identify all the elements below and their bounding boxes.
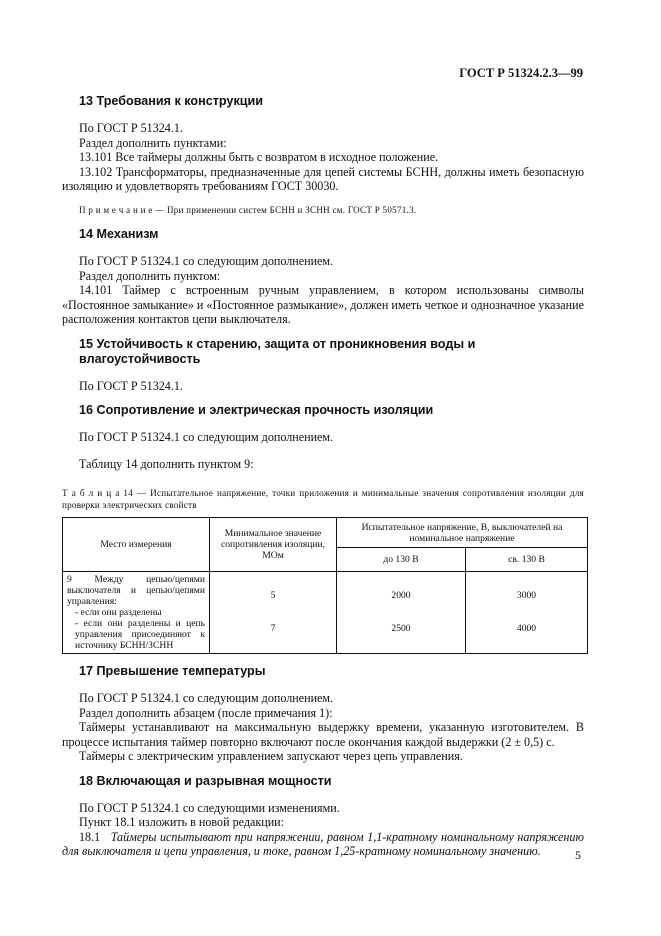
- section-15-title: 15 Устойчивость к старению, защита от проникновения воды и влагоустойчивость: [79, 336, 476, 366]
- cell-min-values: [210, 572, 337, 654]
- section-17-title: 17 Превышение температуры: [79, 664, 266, 678]
- s18-para-1: По ГОСТ Р 51324.1 со следующими изменениями.: [79, 800, 340, 815]
- cell-b-v2: 4000: [516, 622, 537, 634]
- section-13-title: 13 Требования к конструкции: [79, 94, 263, 108]
- s16-para-2: Таблицу 14 дополнить пунктом 9:: [79, 456, 254, 471]
- s18-para-2: Пункт 18.1 изложить в новой редакции:: [79, 815, 284, 829]
- s17-para-4: Таймеры с электрическим управлением запускают через цепь управления.: [79, 749, 463, 763]
- cell-a-v1: 2000: [391, 589, 411, 601]
- th-over-130: св. 130 В: [466, 548, 588, 572]
- s14-para-3: 14.101 Таймер с встроенным ручным управлением, в котором использованы символы «Постоянное замыкание» и «Постоянное размыкание», должен иметь четкое и однозначное указание расположения контактов цепи выключателя.: [62, 283, 584, 326]
- s17-para-2: Раздел дополнить абзацем (после примечания 1):: [79, 705, 333, 720]
- s18-para-3: [62, 830, 584, 859]
- s15-para-1: По ГОСТ Р 51324.1.: [79, 378, 183, 393]
- s17-para-1: По ГОСТ Р 51324.1 со следующим дополнением.: [79, 691, 334, 705]
- s14-para-2: Раздел дополнить пунктом:: [79, 268, 221, 283]
- s13-para-4: 13.102 Трансформаторы, предназначенные для цепей системы БСНН, должны иметь безопасную изоляцию и удовлетворять требованиям ГОСТ 30030.: [62, 164, 584, 193]
- s16-para-1: По ГОСТ Р 51324.1 со следующим дополнением.: [79, 430, 334, 444]
- row-9-description: [63, 572, 210, 654]
- s13-para-2: Раздел дополнить пунктами:: [79, 135, 227, 150]
- row-9-b-text: - если они разделены и цепь управления присоединяют к источнику БСНН/ЗСНН: [75, 618, 205, 651]
- cell-b-min: 7: [270, 622, 276, 634]
- th-test-voltage: Испытательное напряжение, В, выключателей на номинальное напряжение: [337, 518, 588, 548]
- cell-v2-values: [466, 572, 588, 654]
- cell-v1-values: [337, 572, 466, 654]
- s13-note: П р и м е ч а н и е — При применении систем БСНН и ЗСНН см. ГОСТ Р 50571.3.: [79, 204, 417, 215]
- row-9-a-text: - если они разделены: [75, 607, 162, 618]
- section-14-title: 14 Механизм: [79, 227, 159, 241]
- page-number: 5: [575, 848, 581, 862]
- s18-para-3-text: Таймеры испытывают при напряжении, равном 1,1-кратному номинальному напряжению для выключателя и цепи управления, и токе, равном 1,25-кратному номинальному значению.: [62, 829, 584, 858]
- cell-a-v2: 3000: [516, 589, 537, 601]
- s13-para-3: 13.101 Все таймеры должны быть с возвратом в исходное положение.: [79, 150, 439, 164]
- document-body: [62, 94, 584, 859]
- s18-para-3-number: 18.1: [79, 829, 101, 844]
- section-18-title: 18 Включающая и разрывная мощности: [79, 773, 332, 788]
- table-14: [62, 517, 588, 654]
- s14-para-1: По ГОСТ Р 51324.1 со следующим дополнением.: [79, 254, 334, 268]
- table-14-caption: Т а б л и ц а 14 — Испытательное напряжение, точки приложения и минимальные значения сопротивления изоляции для проверки электрических свойств: [62, 488, 584, 510]
- th-min-resistance: Минимальное значение сопротивления изоляции, МОм: [210, 518, 337, 572]
- cell-a-min: 5: [270, 589, 276, 601]
- cell-b-v1: 2500: [391, 622, 411, 634]
- doc-header-code: ГОСТ Р 51324.2.3—99: [459, 66, 583, 80]
- th-up-to-130: до 130 В: [337, 548, 466, 572]
- s17-para-3: Таймеры устанавливают на максимальную выдержку времени, указанную изготовителем. В процессе испытания таймер повторно включают после окончания каждой выдержки (2 ± 0,5) с.: [62, 720, 584, 749]
- s13-para-1: По ГОСТ Р 51324.1.: [79, 121, 183, 135]
- th-place: Место измерения: [63, 518, 210, 572]
- row-9-text: 9 Между цепью/цепями выключателя и цепью/цепями управления:: [67, 574, 205, 607]
- section-16-title: 16 Сопротивление и электрическая прочность изоляции: [79, 403, 434, 417]
